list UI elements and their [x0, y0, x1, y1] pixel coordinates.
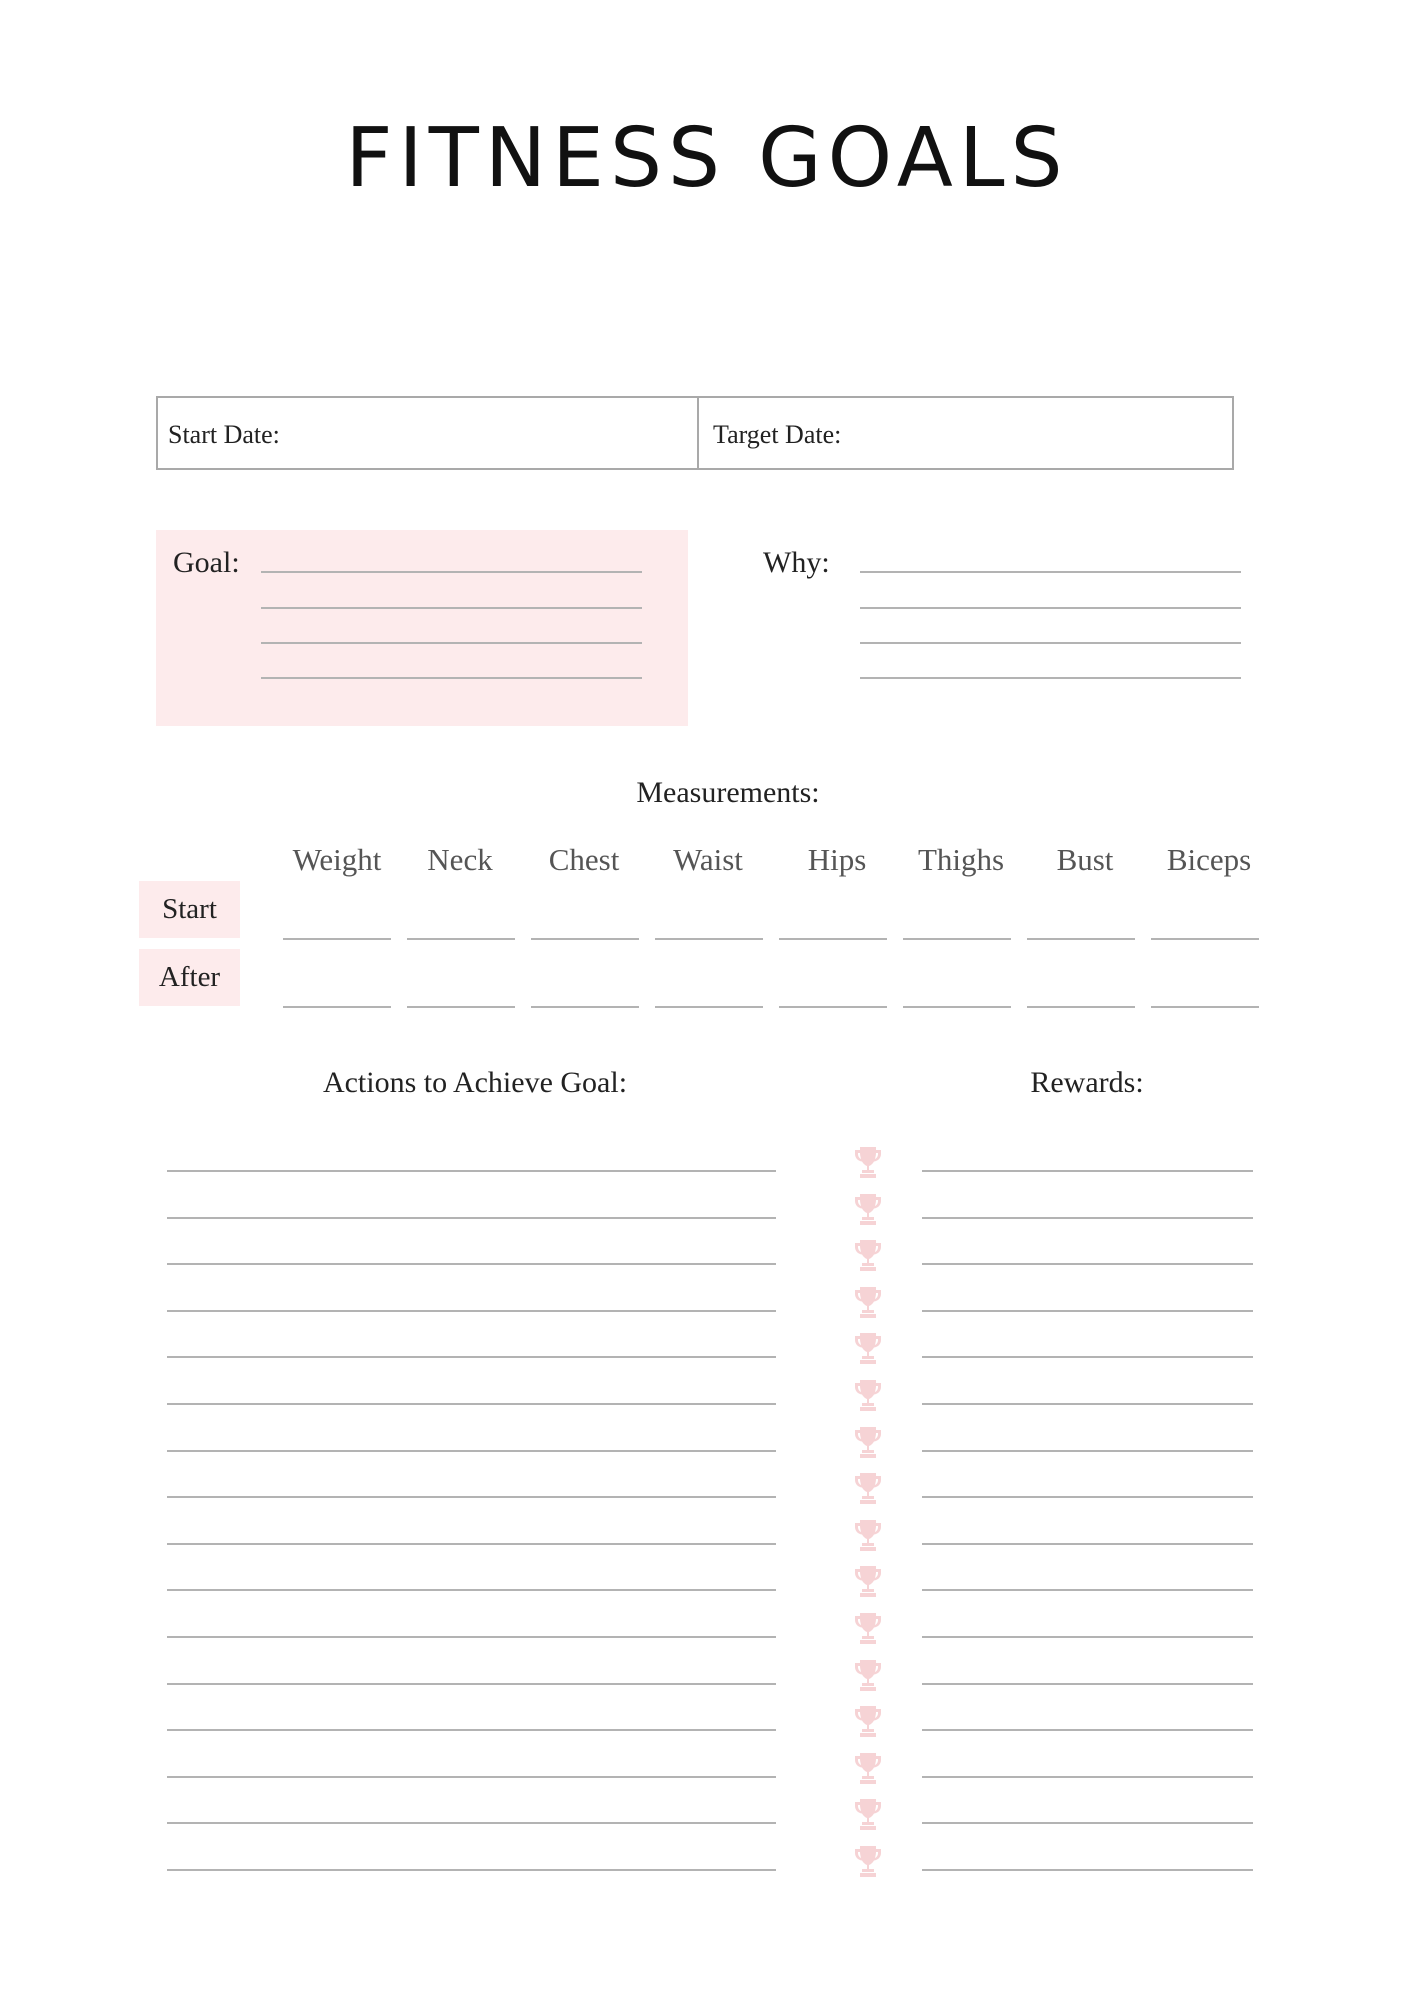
trophy-icon [853, 1751, 883, 1785]
start-hips-field[interactable] [779, 938, 887, 940]
action-line[interactable] [167, 1776, 776, 1778]
trophy-icon [853, 1564, 883, 1598]
action-line[interactable] [167, 1636, 776, 1638]
start-neck-field[interactable] [407, 938, 515, 940]
page-title: FITNESS GOALS [345, 111, 1069, 206]
reward-line[interactable] [922, 1170, 1253, 1172]
why-line[interactable] [860, 571, 1241, 573]
goal-line[interactable] [261, 677, 642, 679]
reward-line[interactable] [922, 1776, 1253, 1778]
measurement-column-chest: Chest [548, 842, 620, 877]
measurement-column-thighs: Thighs [917, 842, 1005, 877]
reward-line[interactable] [922, 1496, 1253, 1498]
trophy-icon [853, 1611, 883, 1645]
reward-line[interactable] [922, 1310, 1253, 1312]
measurement-row-after-label: After [139, 949, 240, 1006]
start-biceps-field[interactable] [1151, 938, 1259, 940]
rewards-heading: Rewards: [1030, 1066, 1144, 1099]
trophy-icon [853, 1471, 883, 1505]
after-waist-field[interactable] [655, 1006, 763, 1008]
reward-line[interactable] [922, 1356, 1253, 1358]
reward-line[interactable] [922, 1822, 1253, 1824]
trophy-icon [853, 1192, 883, 1226]
start-bust-field[interactable] [1027, 938, 1135, 940]
trophy-icon [853, 1425, 883, 1459]
goal-line[interactable] [261, 642, 642, 644]
action-line[interactable] [167, 1403, 776, 1405]
reward-line[interactable] [922, 1589, 1253, 1591]
action-line[interactable] [167, 1170, 776, 1172]
target-date-label: Target Date: [713, 420, 842, 449]
reward-line[interactable] [922, 1403, 1253, 1405]
start-waist-field[interactable] [655, 938, 763, 940]
reward-line[interactable] [922, 1869, 1253, 1871]
action-line[interactable] [167, 1310, 776, 1312]
action-line[interactable] [167, 1683, 776, 1685]
after-hips-field[interactable] [779, 1006, 887, 1008]
trophy-icon [853, 1331, 883, 1365]
after-bust-field[interactable] [1027, 1006, 1135, 1008]
start-date-label: Start Date: [168, 420, 280, 449]
measurement-row-start-label: Start [139, 881, 240, 938]
actions-heading: Actions to Achieve Goal: [322, 1066, 628, 1099]
action-line[interactable] [167, 1217, 776, 1219]
after-thighs-field[interactable] [903, 1006, 1011, 1008]
action-line[interactable] [167, 1356, 776, 1358]
goal-line[interactable] [261, 607, 642, 609]
reward-line[interactable] [922, 1263, 1253, 1265]
after-biceps-field[interactable] [1151, 1006, 1259, 1008]
action-line[interactable] [167, 1263, 776, 1265]
reward-line[interactable] [922, 1217, 1253, 1219]
trophy-icon [853, 1145, 883, 1179]
date-box [156, 396, 1234, 470]
reward-line[interactable] [922, 1636, 1253, 1638]
measurement-column-hips: Hips [807, 842, 867, 877]
measurement-column-biceps: Biceps [1166, 842, 1252, 877]
action-line[interactable] [167, 1496, 776, 1498]
measurement-column-neck: Neck [427, 842, 493, 877]
trophy-icon [853, 1238, 883, 1272]
why-label: Why: [763, 546, 830, 579]
start-chest-field[interactable] [531, 938, 639, 940]
why-line[interactable] [860, 607, 1241, 609]
action-line[interactable] [167, 1822, 776, 1824]
measurement-column-waist: Waist [673, 842, 743, 877]
measurement-column-bust: Bust [1056, 842, 1114, 877]
after-neck-field[interactable] [407, 1006, 515, 1008]
action-line[interactable] [167, 1543, 776, 1545]
goal-label: Goal: [173, 546, 240, 579]
measurements-heading: Measurements: [636, 776, 820, 809]
action-line[interactable] [167, 1869, 776, 1871]
measurement-column-weight: Weight [292, 842, 382, 877]
why-line[interactable] [860, 642, 1241, 644]
reward-line[interactable] [922, 1729, 1253, 1731]
trophy-icon [853, 1518, 883, 1552]
trophy-icon [853, 1844, 883, 1878]
reward-line[interactable] [922, 1543, 1253, 1545]
reward-line[interactable] [922, 1450, 1253, 1452]
after-chest-field[interactable] [531, 1006, 639, 1008]
goal-line[interactable] [261, 571, 642, 573]
start-thighs-field[interactable] [903, 938, 1011, 940]
action-line[interactable] [167, 1450, 776, 1452]
trophy-icon [853, 1797, 883, 1831]
trophy-icon [853, 1704, 883, 1738]
trophy-icon [853, 1378, 883, 1412]
action-line[interactable] [167, 1589, 776, 1591]
date-divider [697, 398, 699, 468]
why-line[interactable] [860, 677, 1241, 679]
after-weight-field[interactable] [283, 1006, 391, 1008]
start-weight-field[interactable] [283, 938, 391, 940]
trophy-icon [853, 1285, 883, 1319]
reward-line[interactable] [922, 1683, 1253, 1685]
trophy-icon [853, 1658, 883, 1692]
action-line[interactable] [167, 1729, 776, 1731]
